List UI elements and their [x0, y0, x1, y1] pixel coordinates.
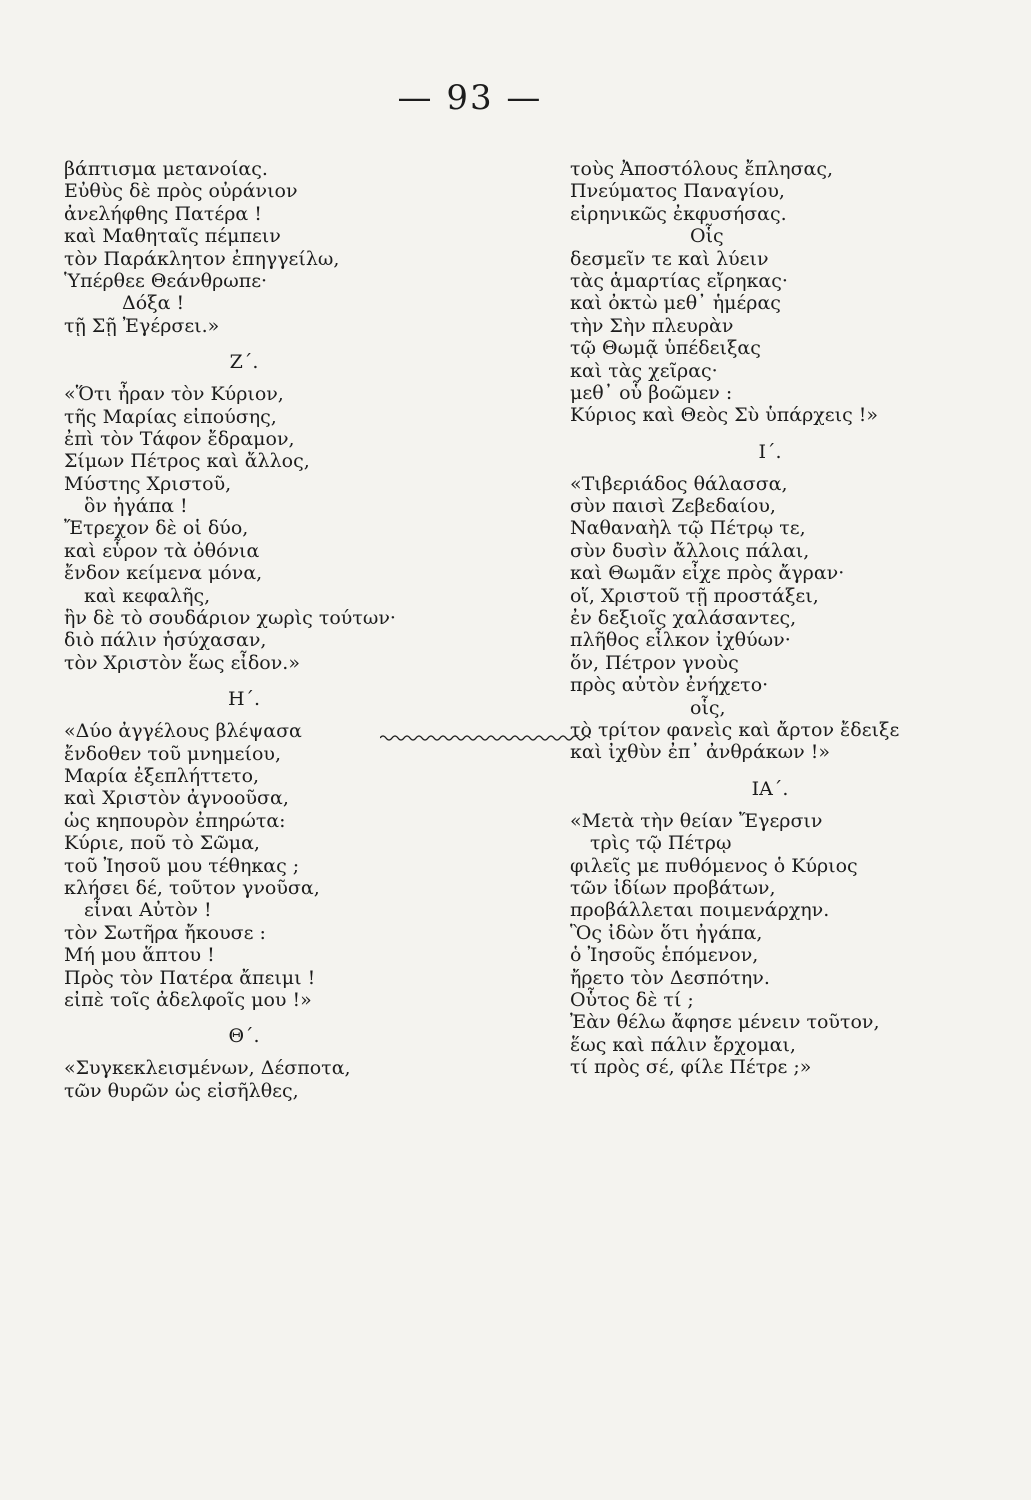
- verse-line: τὰς ἁμαρτίας εἴρηκας·: [570, 269, 788, 292]
- stanza-heading-ia: ΙΑ΄.: [751, 777, 789, 800]
- verse-line: Μή μου ἅπτου !: [64, 944, 215, 967]
- verse-line: καὶ ἰχθὺν ἐπ᾽ ἀνθράκων !»: [570, 741, 830, 764]
- verse-line: τῶν θυρῶν ὡς εἰσῆλθες,: [64, 1079, 299, 1102]
- verse-line: πρὸς αὐτὸν ἐνήχετο·: [570, 674, 769, 697]
- verse-line: τοῦ Ἰησοῦ μου τέθηκας ;: [64, 854, 300, 877]
- verse-line: καὶ ὀκτὼ μεθ᾽ ἡμέρας: [570, 292, 781, 315]
- stanza-heading-h: Η΄.: [227, 688, 261, 711]
- page-number: — 93 —: [397, 78, 543, 118]
- verse-line: Πρὸς τὸν Πατέρα ἄπειμι !: [64, 966, 316, 989]
- right-column: [570, 158, 970, 1078]
- verse-line: Οὗτος δὲ τί ;: [570, 988, 694, 1011]
- verse-line: καὶ Θωμᾶν εἶχε πρὸς ἄγραν·: [570, 562, 845, 585]
- verse-line: ὡς κηπουρὸν ἐπηρώτα:: [64, 809, 286, 832]
- verse-line: οἷς,: [690, 696, 726, 719]
- verse-line: Σίμων Πέτρος καὶ ἄλλος,: [64, 450, 310, 473]
- verse-line: πλῆθος εἷλκον ἰχθύων·: [570, 629, 791, 652]
- verse-line: Πνεύματος Παναγίου,: [570, 180, 785, 203]
- verse-line: «Τιβεριάδος θάλασσα,: [570, 472, 788, 495]
- verse-line: Μύστης Χριστοῦ,: [64, 472, 232, 495]
- verse-line: κλήσει δέ, τοῦτον γνοῦσα,: [64, 876, 320, 899]
- verse-line: εἰρηνικῶς ἐκφυσήσας.: [570, 202, 787, 225]
- verse-line: ὅν, Πέτρον γνοὺς: [570, 651, 739, 674]
- verse-line: καὶ Μαθηταῖς πέμπειν: [64, 225, 281, 248]
- verse-line: σὺν παισὶ Ζεβεδαίου,: [570, 495, 776, 518]
- verse-line: «Ὅτι ἦραν τὸν Κύριον,: [64, 383, 284, 406]
- verse-line: μεθ᾽ οὗ βοῶμεν :: [570, 381, 733, 404]
- verse-line: φιλεῖς με πυθόμενος ὁ Κύριος: [570, 854, 858, 877]
- verse-line: ἀνελήφθης Πατέρα !: [64, 202, 262, 225]
- verse-line: Κύριος καὶ Θεὸς Σὺ ὑπάρχεις !»: [570, 404, 879, 427]
- verse-line: τοὺς Ἀποστόλους ἔπλησας,: [570, 158, 834, 180]
- verse-line: δεσμεῖν τε καὶ λύειν: [570, 247, 769, 270]
- verse-line: Ὃς ἰδὼν ὅτι ἠγάπα,: [570, 921, 763, 944]
- verse-line: Δόξα !: [122, 292, 185, 315]
- verse-line: ἤρετο τὸν Δεσπότην.: [570, 966, 770, 989]
- verse-line: ἔνδον κείμενα μόνα,: [64, 562, 263, 585]
- verse-line: «Μετὰ τὴν θείαν Ἔγερσιν: [570, 809, 823, 832]
- verse-line: τὸν Χριστὸν ἕως εἶδον.»: [64, 651, 300, 674]
- verse-line: διὸ πάλιν ἡσύχασαν,: [64, 629, 267, 652]
- verse-line: τῇ Σῇ Ἐγέρσει.»: [64, 314, 220, 337]
- verse-line: καὶ Χριστὸν ἀγνοοῦσα,: [64, 787, 289, 810]
- verse-line: οἵ, Χριστοῦ τῇ προστάξει,: [570, 584, 819, 607]
- verse-line: ἐν δεξιοῖς χαλάσαντες,: [570, 607, 797, 630]
- verse-line: τὸν Παράκλητον ἐπηγγείλω,: [64, 247, 340, 270]
- verse-line: τῷ Θωμᾷ ὑπέδειξας: [570, 337, 761, 360]
- verse-line: «Συγκεκλεισμένων, Δέσποτα,: [64, 1057, 351, 1080]
- stanza-heading-z: Ζ΄.: [229, 351, 259, 374]
- verse-line: ἐπὶ τὸν Τάφον ἔδραμον,: [64, 427, 295, 450]
- verse-line: Ἔτρεχον δὲ οἱ δύο,: [64, 517, 249, 540]
- verse-line: ἕως καὶ πάλιν ἔρχομαι,: [570, 1033, 796, 1056]
- verse-line: Κύριε, ποῦ τὸ Σῶμα,: [64, 832, 260, 855]
- left-column: [64, 158, 424, 1102]
- verse-line: καὶ τὰς χεῖρας·: [570, 359, 718, 382]
- verse-line: προβάλλεται ποιμενάρχην.: [570, 899, 830, 922]
- verse-line: Ἐὰν θέλω ἄφησε μένειν τοῦτον,: [570, 1011, 880, 1034]
- verse-line: τὴν Σὴν πλευρὰν: [570, 314, 734, 337]
- verse-line: Ὑπέρθεε Θεάνθρωπε·: [64, 269, 268, 292]
- verse-line: καὶ εὗρον τὰ ὀθόνια: [64, 539, 260, 562]
- verse-line: «Δύο ἀγγέλους βλέψασα: [64, 720, 302, 743]
- verse-line: σὺν δυσὶν ἄλλοις πάλαι,: [570, 539, 810, 562]
- verse-line: τῶν ἰδίων προβάτων,: [570, 876, 776, 899]
- verse-line: Μαρία ἐξεπλήττετο,: [64, 764, 260, 787]
- stanza-heading-i: Ι΄.: [758, 440, 782, 463]
- verse-line: Οἷς: [690, 225, 724, 248]
- verse-line: ἣν δὲ τὸ σουδάριον χωρὶς τούτων·: [64, 607, 396, 630]
- verse-line: ὁ Ἰησοῦς ἑπόμενον,: [570, 944, 759, 967]
- verse-line: τί πρὸς σέ, φίλε Πέτρε ;»: [570, 1056, 812, 1079]
- verse-line: τὸ τρίτον φανεὶς καὶ ἄρτον ἔδειξε: [570, 718, 900, 741]
- verse-line: ἔνδοθεν τοῦ μνημείου,: [64, 742, 281, 765]
- stanza-heading-th: Θ΄.: [228, 1025, 260, 1048]
- verse-line: καὶ κεφαλῆς,: [84, 584, 211, 607]
- verse-line: βάπτισμα μετανοίας.: [64, 158, 268, 180]
- verse-line: ὃν ἠγάπα !: [84, 495, 188, 518]
- verse-line: Ναθαναὴλ τῷ Πέτρῳ τε,: [570, 517, 806, 540]
- verse-line: Εὐθὺς δὲ πρὸς οὐράνιον: [64, 180, 298, 203]
- verse-line: τρὶς τῷ Πέτρῳ: [590, 832, 732, 855]
- verse-line: τὸν Σωτῆρα ἤκουσε :: [64, 921, 266, 944]
- wavy-divider-ornament: [380, 732, 592, 742]
- verse-line: εἶναι Αὐτὸν !: [84, 899, 212, 922]
- verse-line: τῆς Μαρίας εἰπούσης,: [64, 405, 277, 428]
- verse-line: εἰπὲ τοῖς ἀδελφοῖς μου !»: [64, 988, 312, 1011]
